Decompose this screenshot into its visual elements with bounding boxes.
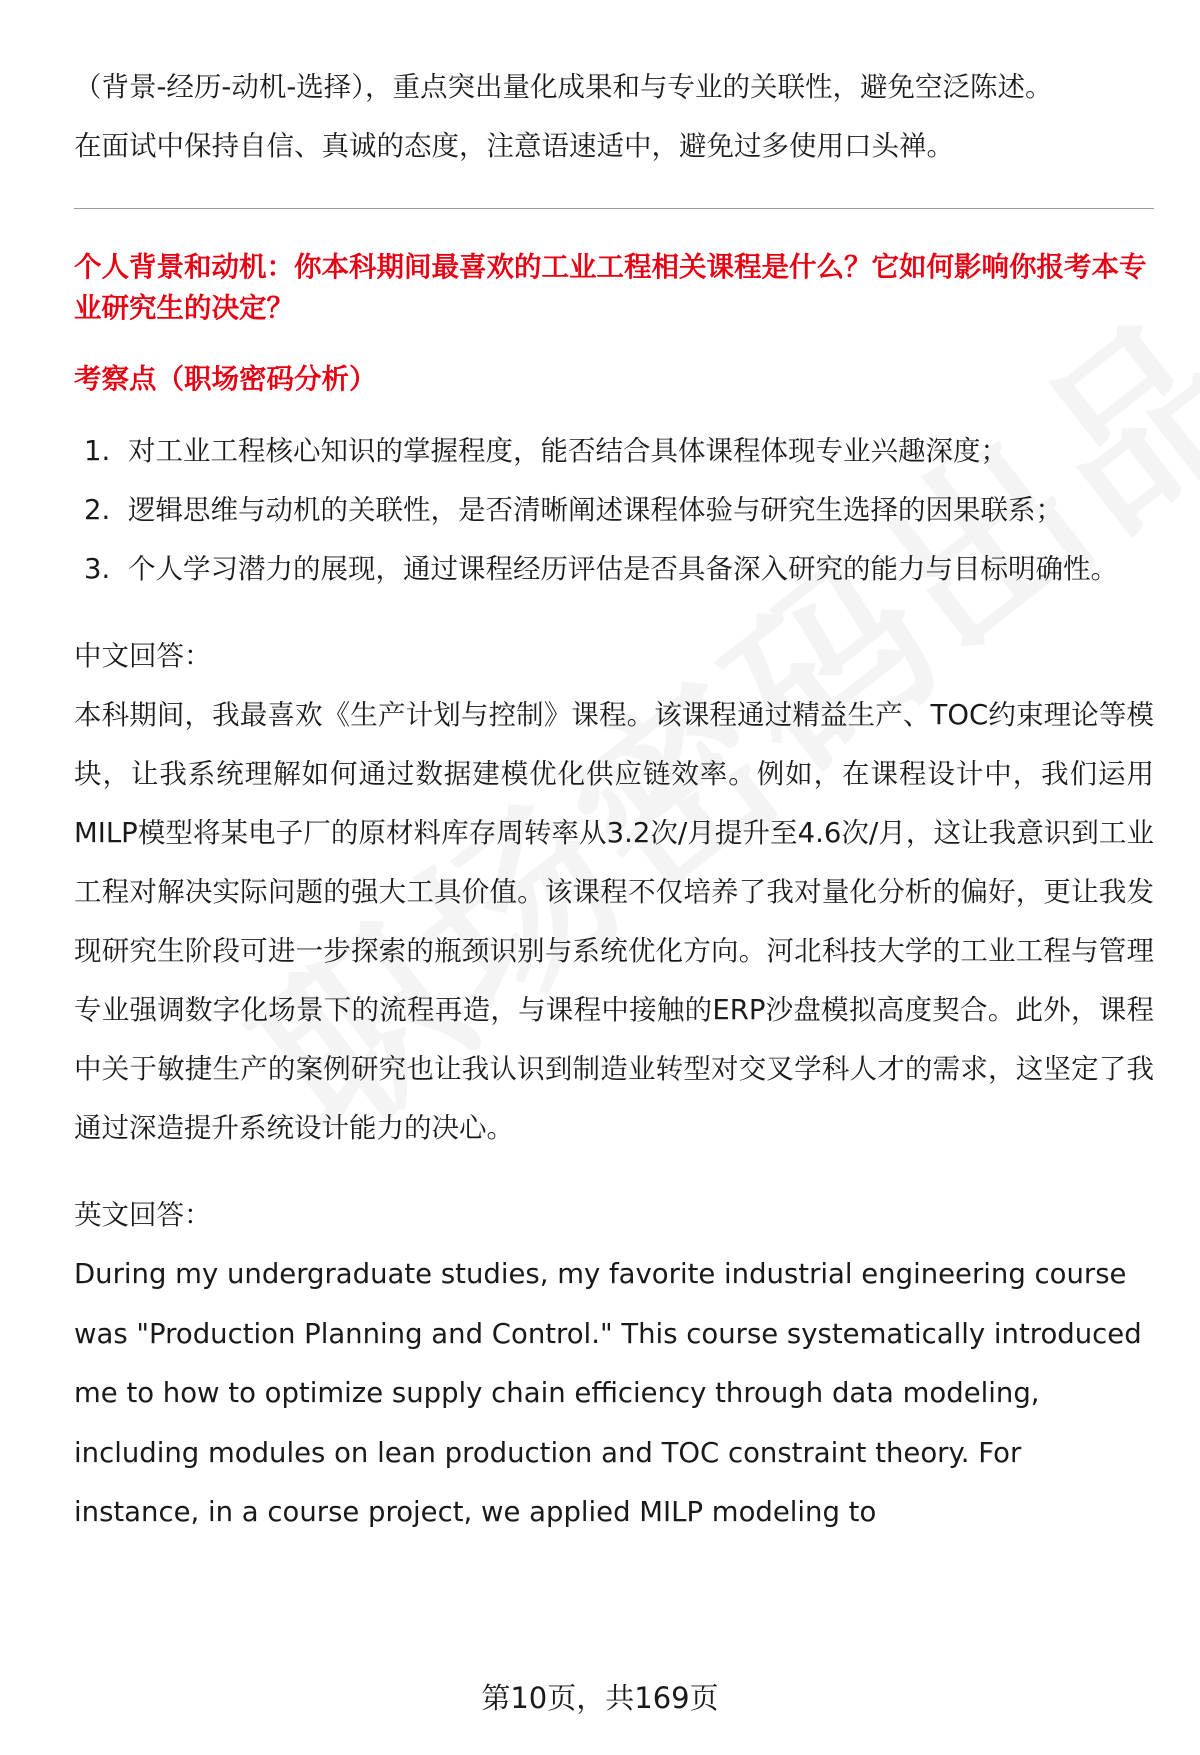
section-divider — [74, 208, 1154, 209]
list-item-text: 对工业工程核心知识的掌握程度，能否结合具体课程体现专业兴趣深度； — [128, 435, 1008, 467]
list-item — [74, 481, 1154, 540]
assessment-heading: 考察点（职场密码分析） — [74, 363, 377, 395]
question-heading: 个人背景和动机：你本科期间最喜欢的工业工程相关课程是什么？它如何影响你报考本专业研究生的决定？ — [74, 251, 1147, 324]
intro-line-1: （背景-经历-动机-选择），重点突出量化成果和与专业的关联性，避免空泛陈述。 — [74, 71, 1053, 103]
assessment-list — [74, 422, 1154, 599]
intro-line-2: 在面试中保持自信、真诚的态度，注意语速适中，避免过多使用口头禅。 — [74, 130, 954, 162]
page-content — [74, 58, 1154, 1543]
list-item-number: 3. — [84, 553, 111, 585]
chinese-answer-label: 中文回答： — [74, 640, 212, 672]
list-item-text: 逻辑思维与动机的关联性，是否清晰阐述课程体验与研究生选择的因果联系； — [128, 494, 1063, 526]
english-answer-label: 英文回答： — [74, 1199, 212, 1231]
list-item-number: 1. — [84, 435, 111, 467]
list-item — [74, 540, 1154, 599]
list-item-number: 2. — [84, 494, 111, 526]
list-item — [74, 422, 1154, 481]
page-number: 第10页，共169页 — [481, 1681, 719, 1715]
chinese-answer-text: 本科期间，我最喜欢《生产计划与控制》课程。该课程通过精益生产、TOC约束理论等模块，让我系统理解如何通过数据建模优化供应链效率。例如，在课程设计中，我们运用MILP模型将某电子厂的原材料库存周转率从3.2次/月提升至4.6次/月，这让我意识到工业工程对解决实际问题的强大工具价值。该课程不仅培养了我对量化分析的偏好，更让我发现研究生阶段可进一步探索的瓶颈识别与系统优化方向。河北科技大学的工业工程与管理专业强调数字化场景下的流程再造，与课程中接触的ERP沙盘模拟高度契合。此外，课程中关于敏捷生产的案例研究也让我认识到制造业转型对交叉学科人才的需求，这坚定了我通过深造提升系统设计能力的决心。 — [74, 699, 1154, 1144]
list-item-text: 个人学习潜力的展现，通过课程经历评估是否具备深入研究的能力与目标明确性。 — [128, 553, 1118, 585]
english-answer-text: During my undergraduate studies, my favorite industrial engineering course was "Production Planning and Control." This course systematically introduced me to how to optimize supply chain efficiency through data modeling, including modules on lean production and TOC constraint theory. For instance, in a course project, we applied MILP modeling to — [74, 1258, 1142, 1528]
